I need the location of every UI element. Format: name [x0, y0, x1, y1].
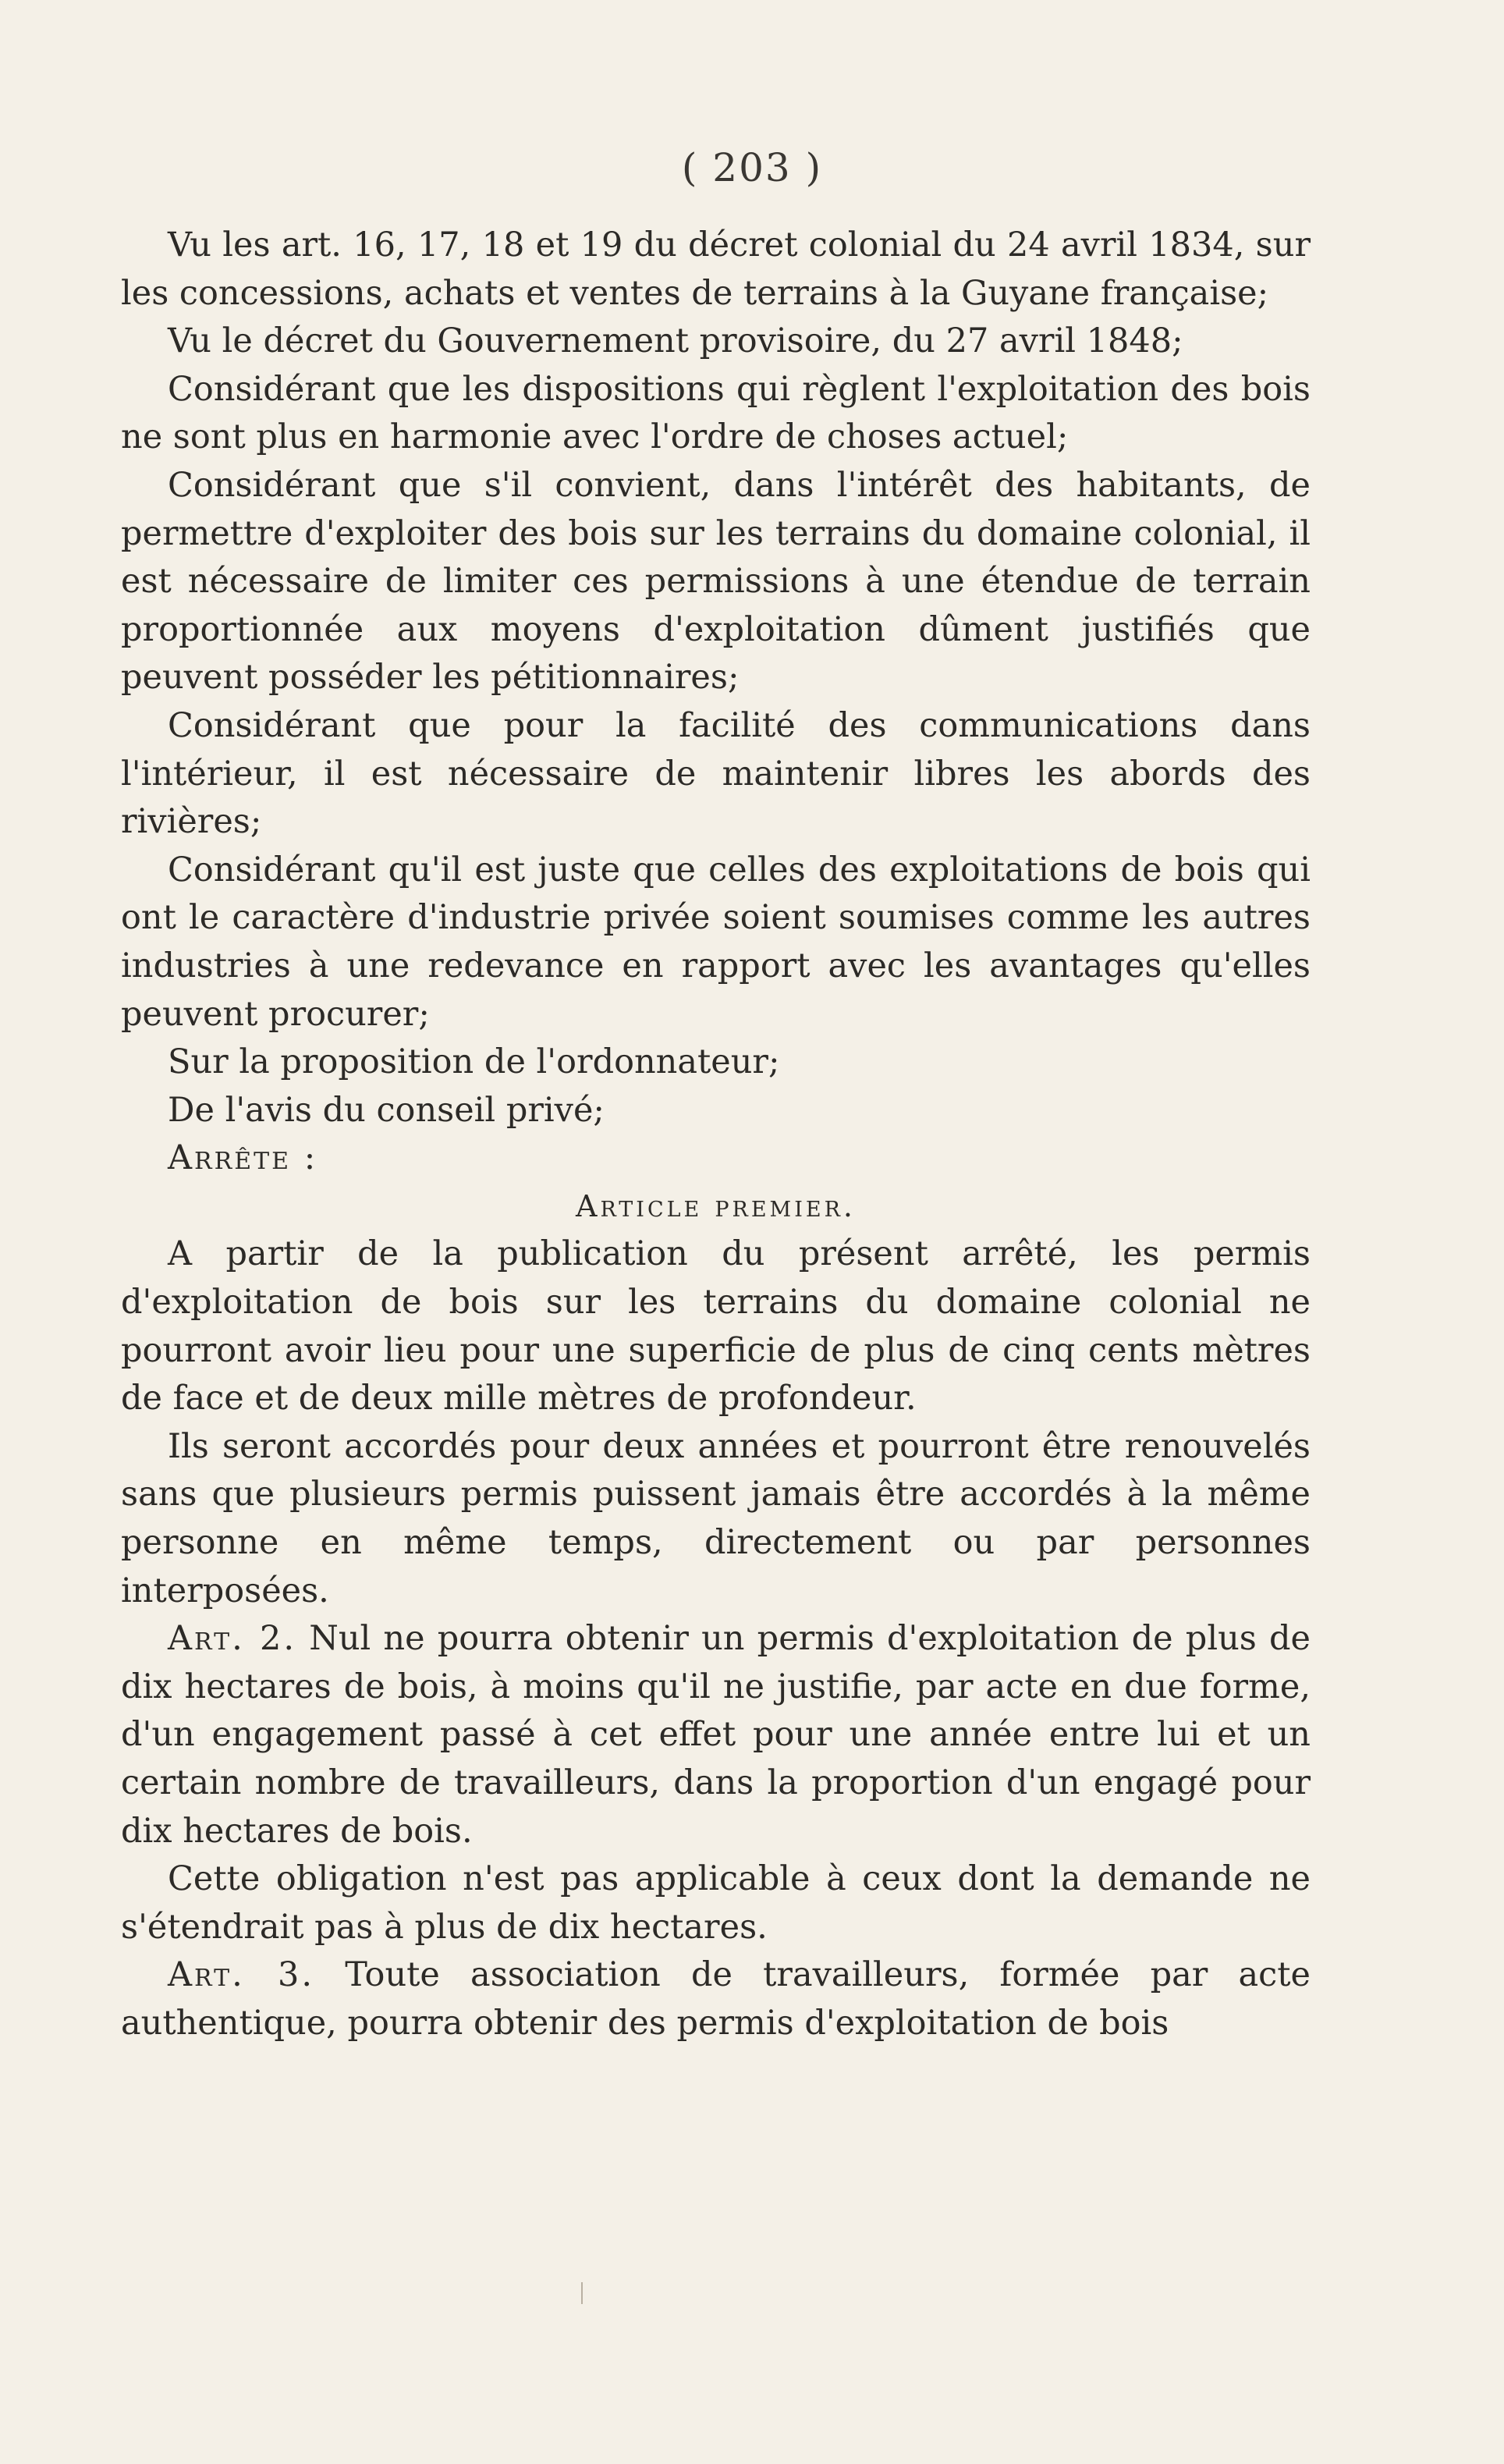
body-text [121, 222, 1311, 2048]
article-heading: Article premier. [576, 1188, 856, 1223]
paragraph-text: Vu le décret du Gouvernement provisoire, du 27 avril 1848; [168, 321, 1183, 361]
paragraph-vu-decret [121, 318, 1311, 366]
paragraph-considerant-4 [121, 847, 1311, 1039]
paragraph-article-3 [121, 1951, 1311, 2047]
paragraph-text: Ils seront accordés pour deux années et pourront être renouvelés sans que plusieurs permis puissent jamais être accordés à la même personne en même temps, directement ou par personnes interposées. [121, 1426, 1311, 1610]
page-number: ( 203 ) [681, 145, 823, 190]
paragraph-considerant-1 [121, 366, 1311, 462]
paragraph-text: Considérant que pour la facilité des communications dans l'intérieur, il est nécessaire de maintenir libres les abords des rivières; [121, 705, 1311, 842]
paragraph-proposition [121, 1039, 1311, 1087]
paragraph-considerant-3 [121, 702, 1311, 847]
paragraph-article-2 [121, 1615, 1311, 1855]
arrete-label: Arrête : [168, 1138, 318, 1178]
paragraph-arrete [121, 1134, 1311, 1183]
paper-mark [581, 2282, 583, 2304]
paragraph-avis [121, 1087, 1311, 1135]
paragraph-text: Considérant que s'il convient, dans l'intérêt des habitants, de permettre d'exploiter des bois sur les terrains du domaine colonial, il est nécessaire de limiter ces permissions à une étendue de terrain proportionnée aux moyens d'exploitation dûment justifiés que peuvent posséder les pétitionnaires; [121, 465, 1311, 698]
article-label: Art. 3. [168, 1955, 315, 1995]
paragraph-text: Sur la proposition de l'ordonnateur; [168, 1042, 780, 1082]
paragraph-article-1 [121, 1230, 1311, 1422]
paragraph-article-1-cont [121, 1423, 1311, 1615]
paragraph-text: De l'avis du conseil privé; [168, 1090, 605, 1130]
paragraph-article-2-cont [121, 1855, 1311, 1951]
paragraph-text: Nul ne pourra obtenir un permis d'exploitation de plus de dix hectares de bois, à moins qu'il ne justifie, par acte en due forme, d'un engagement passé à cet effet pour une année entre lui et un certain nombre de travailleurs, dans la proportion d'un engagé pour dix hectares de bois. [121, 1619, 1311, 1851]
paragraph-text: Toute association de travailleurs, formée par acte authentique, pourra obtenir des permis d'exploitation de bois [121, 1955, 1311, 2043]
paragraph-vu-articles [121, 222, 1311, 318]
paragraph-text: Considérant que les dispositions qui règlent l'exploitation des bois ne sont plus en harmonie avec l'ordre de choses actuel; [121, 369, 1311, 457]
paragraph-considerant-2 [121, 462, 1311, 702]
paragraph-text: Considérant qu'il est juste que celles des exploitations de bois qui ont le caractère d'industrie privée soient soumises comme les autres industries à une redevance en rapport avec les avantages qu'elles peuvent procurer; [121, 850, 1311, 1034]
article-label: Art. 2. [168, 1619, 296, 1659]
paragraph-text: Cette obligation n'est pas applicable à ceux dont la demande ne s'étendrait pas à plus de dix hectares. [121, 1859, 1311, 1947]
paragraph-text: A partir de la publication du présent arrêté, les permis d'exploitation de bois sur les terrains du domaine colonial ne pourront avoir lieu pour une superficie de plus de cinq cents mètres de face et de deux mille mètres de profondeur. [121, 1234, 1311, 1418]
paragraph-text: Vu les art. 16, 17, 18 et 19 du décret colonial du 24 avril 1834, sur les concessions, achats et ventes de terrains à la Guyane française; [121, 225, 1311, 313]
